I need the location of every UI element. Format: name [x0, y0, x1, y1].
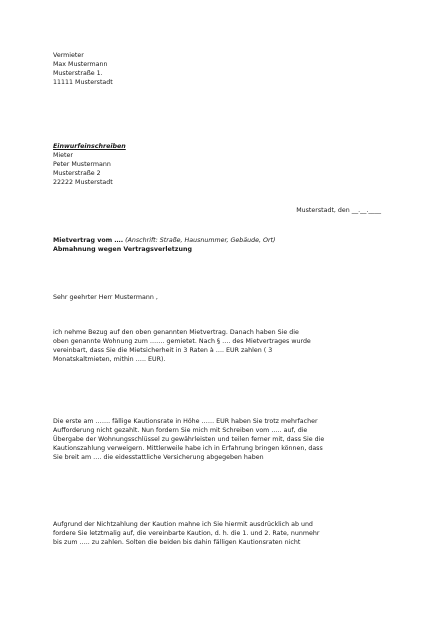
subject-contract: Mietvertrag vom …. — [53, 237, 124, 244]
paragraph-line: Kautionszahlung verweigern. Mittlerweile habe ich in Erfahrung bringen können, dass — [53, 445, 323, 453]
sender-line: Vermieter — [53, 52, 84, 59]
paragraph-1 — [53, 328, 311, 364]
recipient-line: Peter Mustermann — [53, 161, 111, 169]
paragraph-3 — [53, 520, 319, 547]
subject-warning: Abmahnung wegen Vertragsverletzung — [53, 246, 192, 254]
subject — [53, 236, 275, 254]
paragraph-line: oben genannte Wohnung zum ……. gemietet. Nach § …. des Mietvertrages wurde — [53, 338, 311, 346]
sender-line: Max Mustermann — [53, 61, 108, 69]
paragraph-line: Aufgrund der Nichtzahlung der Kaution mahne ich Sie hiermit ausdrücklich ab und — [53, 521, 313, 528]
paragraph-line: ich nehme Bezug auf den oben genannten Mietvertrag. Danach haben Sie die — [53, 329, 299, 336]
paragraph-line: Die erste am ……. fällige Kautionsrate in Höhe …… EUR haben Sie trotz mehrfacher — [53, 418, 318, 425]
recipient-address — [53, 142, 126, 187]
paragraph-line: Übergabe der Wohnungsschlüssel zu gewährleisten und teilen ferner mit, dass Sie die — [53, 436, 325, 444]
subject-address-hint: (Anschrift: Straße, Hausnummer, Gebäude, Ort) — [125, 237, 276, 244]
recipient-line: Mieter — [53, 152, 73, 160]
sender-line: Musterstraße 1. — [53, 70, 103, 78]
paragraph-line: bis zum ….. zu zahlen. Solten die beiden bis dahin fälligen Kautionsraten nicht — [53, 539, 301, 547]
date-line: Musterstadt, den __.__.____ — [296, 207, 381, 214]
paragraph-line: Sie breit am …. die eidesstattliche Versicherung abgegeben haben — [53, 454, 264, 462]
paragraph-line: fordere Sie letztmalig auf, die vereinbarte Kaution, d. h. die 1. und 2. Rate, nunmehr — [53, 530, 320, 538]
recipient-line: Musterstraße 2 — [53, 170, 101, 178]
paragraph-line: Monatskaltmieten, mithin ….. EUR). — [53, 356, 166, 364]
salutation: Sehr geehrter Herr Mustermann , — [53, 294, 158, 301]
delivery-mode: Einwurfeinschreiben — [53, 143, 126, 150]
paragraph-line: Aufforderung nicht gezahlt. Nun fordern Sie mich mit Schreiben vom ….. auf, die — [53, 427, 308, 435]
paragraph-line: vereinbart, dass Sie die Mietsicherheit in 3 Raten à …. EUR zahlen ( 3 — [53, 347, 273, 355]
recipient-line: 22222 Musterstadt — [53, 179, 113, 187]
paragraph-2 — [53, 417, 324, 462]
sender-address — [53, 51, 113, 87]
sender-line: 11111 Musterstadt — [53, 79, 113, 87]
